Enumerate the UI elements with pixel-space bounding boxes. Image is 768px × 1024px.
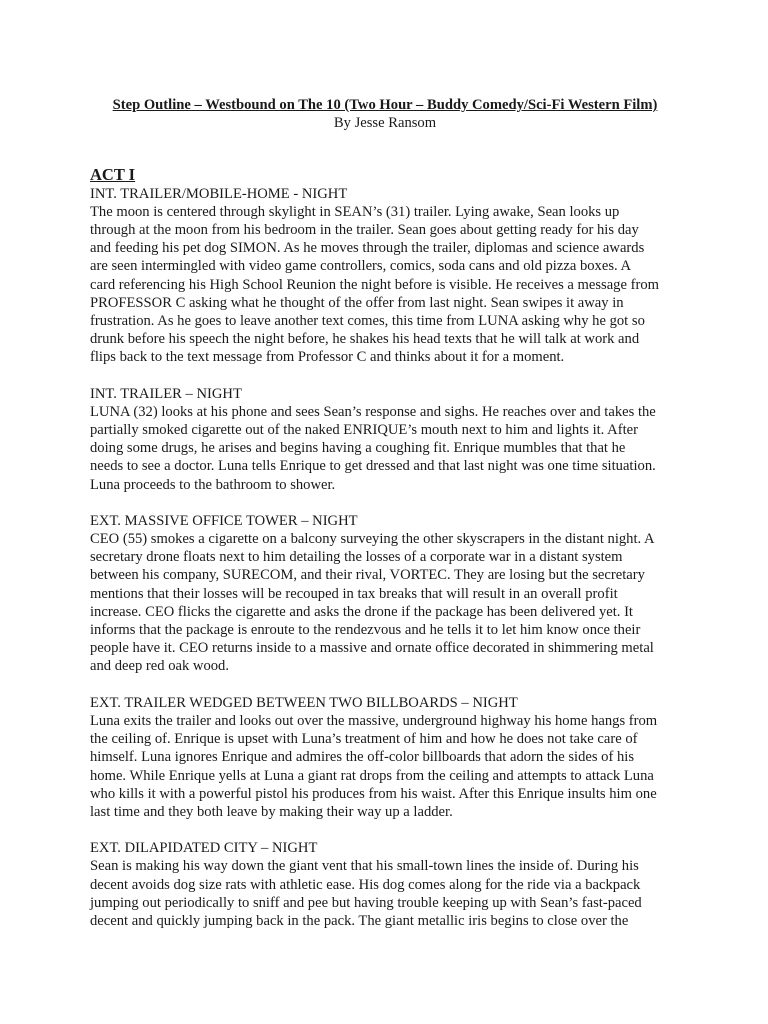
scene-body-line: needs to see a doctor. Luna tells Enrique to get dressed and that last night was one time situation. — [90, 458, 656, 475]
act-heading: ACT I — [90, 165, 136, 185]
scene-block — [90, 385, 680, 494]
scene-body-line: card referencing his High School Reunion the night before is visible. He receives a message from — [90, 276, 659, 293]
scene-body-line: partially smoked cigarette out of the naked ENRIQUE’s mouth next to him and lights it. After — [90, 422, 638, 439]
scene-body-line: Sean is making his way down the giant vent that his small-town lines the inside of. During his — [90, 858, 639, 875]
scene-list — [90, 185, 680, 931]
scene-block — [90, 694, 680, 821]
document-content — [90, 96, 680, 948]
scene-heading: EXT. TRAILER WEDGED BETWEEN TWO BILLBOARDS – NIGHT — [90, 694, 518, 711]
scene-block — [90, 839, 680, 930]
scene-body-line: home. While Enrique yells at Luna a giant rat drops from the ceiling and attempts to attack Luna — [90, 767, 654, 784]
scene-heading: INT. TRAILER – NIGHT — [90, 385, 242, 402]
scene-body-line: are seen intermingled with video game controllers, comics, soda cans and old pizza boxes. A — [90, 258, 632, 275]
scene-body-line: drunk before his speech the night before, he shakes his head texts that he will talk at work and — [90, 331, 640, 348]
scene-body-line: frustration. As he goes to leave another text comes, this time from LUNA asking why he got so — [90, 313, 645, 330]
scene-body-line: CEO (55) smokes a cigarette on a balcony surveying the other skyscrapers in the distant night. A — [90, 531, 655, 548]
scene-body-line: Luna proceeds to the bathroom to shower. — [90, 476, 336, 493]
scene-body-line: people have it. CEO returns inside to a massive and ornate office decorated in shimmering metal — [90, 640, 654, 657]
scene-body-line: last time and they both leave by making their way up a ladder. — [90, 803, 453, 820]
document-author: By Jesse Ransom — [333, 115, 437, 132]
scene-body-line: who kills it with a powerful pistol his produces from his waist. After this Enrique insults him one — [90, 785, 657, 802]
scene-body — [90, 403, 680, 494]
scene-body-line: informs that the package is enroute to the rendezvous and he tells it to let him know once their — [90, 622, 641, 639]
scene-body-line: the ceiling of. Enrique is upset with Luna’s treatment of him and how he does not take care of — [90, 731, 638, 748]
scene-body-line: himself. Luna ignores Enrique and admires the off-color billboards that adorn the sides of his — [90, 749, 635, 766]
scene-body-line: mentions that their losses will be recouped in tax breaks that will result in an overall profit — [90, 585, 618, 602]
scene-body-line: and deep red oak wood. — [90, 658, 229, 675]
scene-body-line: doing some drugs, he arises and begins having a coughing fit. Enrique mumbles that that he — [90, 440, 626, 457]
scene-heading: EXT. MASSIVE OFFICE TOWER – NIGHT — [90, 512, 358, 529]
scene-block — [90, 512, 680, 676]
scene-body-line: flips back to the text message from Professor C and thinks about it for a moment. — [90, 349, 565, 366]
scene-body-line: decent avoids dog size rats with athletic ease. His dog comes along for the ride via a backpack — [90, 876, 641, 893]
scene-body — [90, 530, 680, 676]
scene-body-line: decent and quickly jumping back in the pack. The giant metallic iris begins to close over the — [90, 912, 629, 929]
scene-body-line: through at the moon from his bedroom in the trailer. Sean goes about getting ready for his day — [90, 222, 639, 239]
scene-body-line: and feeding his pet dog SIMON. As he moves through the trailer, diplomas and science awards — [90, 240, 645, 257]
document-title: Step Outline – Westbound on The 10 (Two Hour – Buddy Comedy/Sci-Fi Western Film) — [112, 97, 658, 113]
scene-body — [90, 203, 680, 367]
scene-body-line: secretary drone floats next to him detailing the losses of a corporate war in a distant system — [90, 549, 623, 566]
scene-body-line: between his company, SURECOM, and their rival, VORTEC. They are losing but the secretary — [90, 567, 645, 584]
scene-body — [90, 857, 680, 930]
scene-body-line: The moon is centered through skylight in SEAN’s (31) trailer. Lying awake, Sean looks up — [90, 203, 620, 220]
scene-heading: EXT. DILAPIDATED CITY – NIGHT — [90, 840, 318, 857]
scene-body-line: PROFESSOR C asking what he thought of the offer from last night. Sean swipes it away in — [90, 294, 624, 311]
scene-body-line: Luna exits the trailer and looks out over the massive, underground highway his home hangs from — [90, 712, 658, 729]
scene-heading: INT. TRAILER/MOBILE-HOME - NIGHT — [90, 185, 348, 202]
scene-body — [90, 712, 680, 821]
scene-body-line: jumping out periodically to sniff and pee but having trouble keeping up with Sean’s fast-paced — [90, 894, 642, 911]
scene-body-line: increase. CEO flicks the cigarette and asks the drone if the package has been delivered yet. It — [90, 603, 633, 620]
scene-body-line: LUNA (32) looks at his phone and sees Sean’s response and sighs. He reaches over and takes the — [90, 403, 656, 420]
scene-block — [90, 185, 680, 367]
